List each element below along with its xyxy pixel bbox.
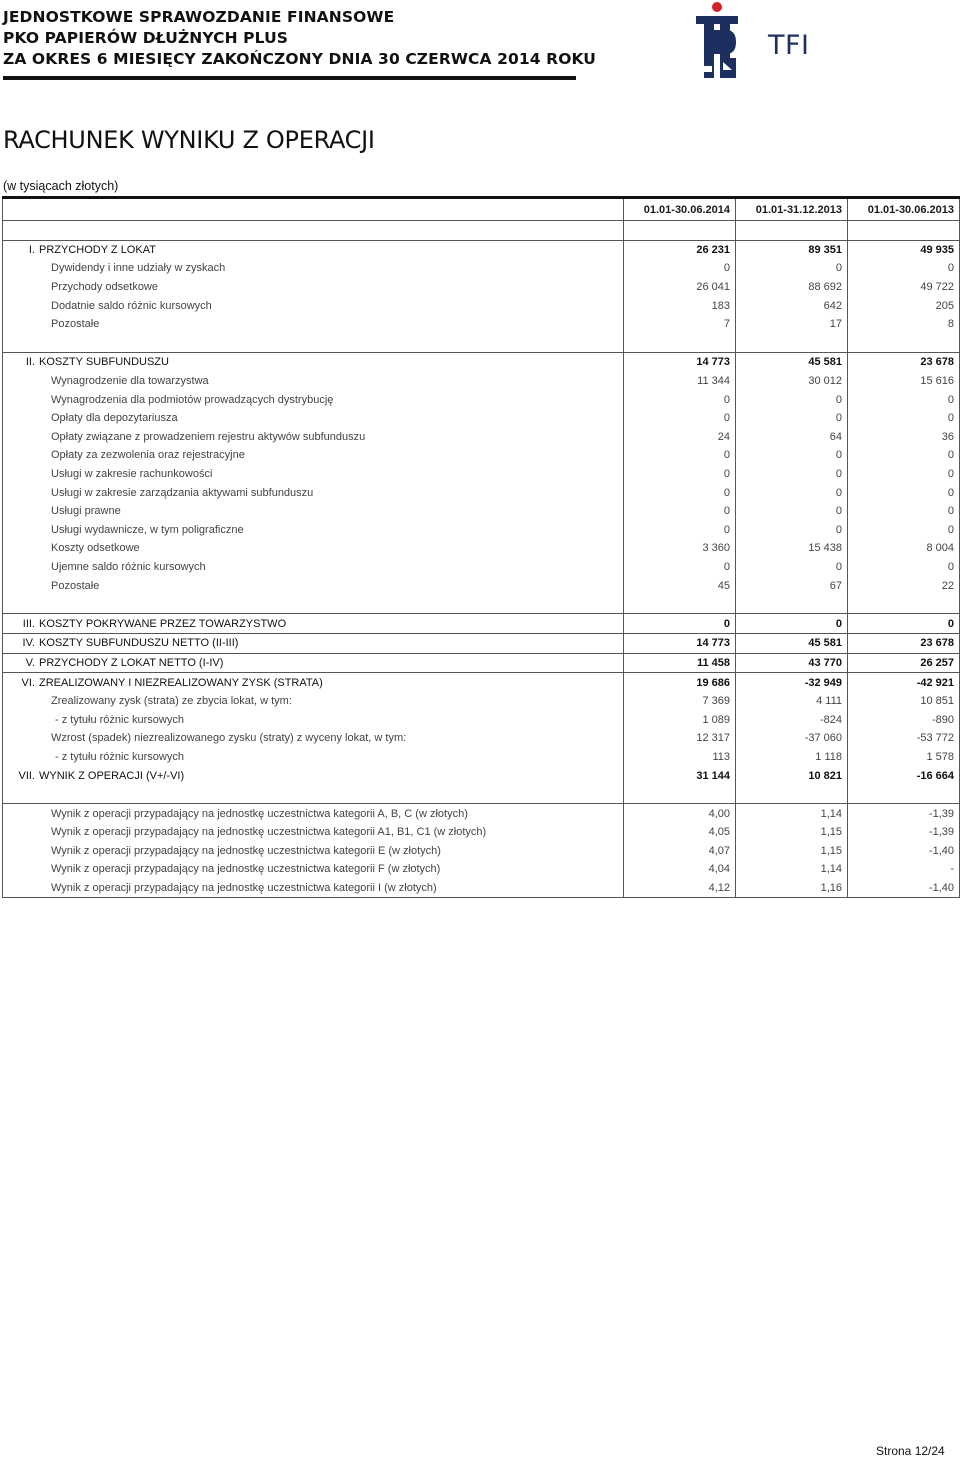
table-cell: 0 [624,409,736,428]
table-cell: 0 [848,483,960,502]
table-cell: 0 [848,465,960,484]
table-cell: -32 949 [736,673,848,692]
table-cell: 89 351 [736,240,848,259]
row-label: Pozostałe [3,315,624,334]
table-cell: 0 [848,259,960,278]
table-cell: -53 772 [848,729,960,748]
section-number: VI. [21,676,35,689]
table-cell: 45 581 [736,353,848,372]
table-cell: 1,16 [736,879,848,898]
row-label: - z tytułu różnic kursowych [3,748,624,767]
income-statement-table [2,196,960,898]
table-cell: 1 118 [736,748,848,767]
row-label: Pozostałe [3,576,624,595]
table-cell: 14 773 [624,353,736,372]
table-row [3,823,960,842]
table-row [3,446,960,465]
section-label: ZREALIZOWANY I NIEZREALIZOWANY ZYSK (STRATA) [39,676,323,689]
table-row [3,465,960,484]
table-cell: 17 [736,315,848,334]
table-cell: 15 438 [736,539,848,558]
table-row [3,483,960,502]
table-cell: -37 060 [736,729,848,748]
section-label: KOSZTY POKRYWANE PRZEZ TOWARZYSTWO [39,617,287,630]
table-row [3,502,960,521]
table-row [3,390,960,409]
row-label: Dodatnie saldo różnic kursowych [3,296,624,315]
table-cell: 0 [624,502,736,521]
table-row [3,860,960,879]
row-label: Dywidendy i inne udziały w zyskach [3,259,624,278]
table-row [3,296,960,315]
table-cell: 0 [624,446,736,465]
report-header [3,7,596,70]
table-cell: 4,00 [624,804,736,823]
table-cell: 0 [624,483,736,502]
table-cell: 0 [736,259,848,278]
row-label: Wynagrodzenia dla podmiotów prowadzących dystrybucję [3,390,624,409]
section-label: KOSZTY SUBFUNDUSZU [39,356,169,369]
section-row-iv [3,634,960,654]
section-row-iii [3,614,960,634]
row-label: Wynik z operacji przypadający na jednostkę uczestnictwa kategorii A1, B1, C1 (w złotych) [3,823,624,842]
table-cell: 23 678 [848,353,960,372]
table-cell: -1,39 [848,804,960,823]
table-row [3,748,960,767]
spacer-row [3,221,960,241]
section-label: PRZYCHODY Z LOKAT [39,243,156,256]
table-cell: 64 [736,428,848,447]
table-cell: 4,05 [624,823,736,842]
section-label: PRZYCHODY Z LOKAT NETTO (I-IV) [39,656,224,669]
table-cell: 0 [736,558,848,577]
section-number: II. [25,356,35,369]
table-cell: 0 [736,614,848,634]
table-cell: 10 851 [848,692,960,711]
table-row [3,428,960,447]
table-cell: 15 616 [848,372,960,391]
tfi-logo-text: TFI [768,30,810,61]
table-cell: 0 [624,259,736,278]
table-row [3,409,960,428]
table-cell: 49 722 [848,278,960,297]
table-cell: -42 921 [848,673,960,692]
table-cell: 49 935 [848,240,960,259]
table-cell: 11 458 [624,653,736,673]
table-cell: -1,39 [848,823,960,842]
table-cell: 7 [624,315,736,334]
table-cell: 4,12 [624,879,736,898]
table-cell: -824 [736,710,848,729]
section-number: V. [25,656,35,669]
row-label: Wynik z operacji przypadający na jednostkę uczestnictwa kategorii F (w złotych) [3,860,624,879]
row-label: Usługi wydawnicze, w tym poligraficzne [3,521,624,540]
table-cell: 0 [848,521,960,540]
table-row [3,278,960,297]
page-title: RACHUNEK WYNIKU Z OPERACJI [3,126,375,154]
row-label: Opłaty za zezwolenia oraz rejestracyjne [3,446,624,465]
page-number: Strona 12/24 [876,1444,945,1458]
table-cell: - [848,860,960,879]
report-title-line-2: PKO PAPIERÓW DŁUŻNYCH PLUS [3,29,289,47]
table-row [3,372,960,391]
table-row [3,315,960,334]
table-cell: 0 [848,446,960,465]
table-row [3,729,960,748]
row-label: Koszty odsetkowe [3,539,624,558]
row-label: Wynik z operacji przypadający na jednostkę uczestnictwa kategorii I (w złotych) [3,879,624,898]
table-cell: 183 [624,296,736,315]
table-cell: 0 [736,465,848,484]
row-label: Wynik z operacji przypadający na jednostkę uczestnictwa kategorii A, B, C (w złotych) [3,804,624,823]
table-cell: 0 [736,409,848,428]
report-title-line-1: JEDNOSTKOWE SPRAWOZDANIE FINANSOWE [3,8,395,26]
table-cell: 4 111 [736,692,848,711]
table-cell: 8 [848,315,960,334]
table-cell: 0 [624,614,736,634]
table-cell: 30 012 [736,372,848,391]
row-label: Wzrost (spadek) niezrealizowanego zysku (straty) z wyceny lokat, w tym: [3,729,624,748]
table-row [3,576,960,595]
table-cell: 3 360 [624,539,736,558]
section-row-i [3,240,960,259]
table-row [3,842,960,861]
table-cell: 0 [736,483,848,502]
section-row-vi [3,673,960,692]
table-cell: 26 231 [624,240,736,259]
table-header-row [3,198,960,221]
header-empty-cell [3,198,624,221]
table-cell: 1 089 [624,710,736,729]
spacer-row [3,334,960,353]
row-label: Usługi w zakresie rachunkowości [3,465,624,484]
section-label: WYNIK Z OPERACJI (V+/-VI) [39,769,185,782]
table-cell: 0 [736,390,848,409]
table-cell: 43 770 [736,653,848,673]
section-label: KOSZTY SUBFUNDUSZU NETTO (II-III) [39,637,239,650]
row-label: Usługi prawne [3,502,624,521]
table-cell: 0 [624,521,736,540]
table-cell: 24 [624,428,736,447]
table-row [3,710,960,729]
table-cell: 0 [848,614,960,634]
section-number: IV. [22,637,35,650]
table-cell: -1,40 [848,842,960,861]
table-cell: 1,15 [736,823,848,842]
table-cell: 0 [848,502,960,521]
spacer-row [3,595,960,614]
row-label: Zrealizowany zysk (strata) ze zbycia lokat, w tym: [3,692,624,711]
table-cell: -1,40 [848,879,960,898]
table-row [3,521,960,540]
report-title-line-3: ZA OKRES 6 MIESIĘCY ZAKOŃCZONY DNIA 30 CZERWCA 2014 ROKU [3,50,596,68]
table-cell: 0 [848,390,960,409]
table-cell: -890 [848,710,960,729]
row-label: Usługi w zakresie zarządzania aktywami subfunduszu [3,483,624,502]
table-cell: 11 344 [624,372,736,391]
table-cell: 88 692 [736,278,848,297]
spacer-row [3,785,960,804]
table-cell: 4,04 [624,860,736,879]
table-cell: 1 578 [848,748,960,767]
table-cell: 45 581 [736,634,848,654]
table-row [3,539,960,558]
table-cell: 1,14 [736,860,848,879]
table-cell: 67 [736,576,848,595]
table-cell: 12 317 [624,729,736,748]
table-cell: 8 004 [848,539,960,558]
table-cell: 45 [624,576,736,595]
section-row-v [3,653,960,673]
row-label: Wynagrodzenie dla towarzystwa [3,372,624,391]
row-label: Opłaty dla depozytariusza [3,409,624,428]
table-cell: 0 [624,558,736,577]
table-row [3,879,960,898]
table-cell: 1,14 [736,804,848,823]
table-cell: 4,07 [624,842,736,861]
row-label: Opłaty związane z prowadzeniem rejestru aktywów subfunduszu [3,428,624,447]
table-cell: -16 664 [848,766,960,785]
section-number: III. [22,617,35,630]
table-cell: 113 [624,748,736,767]
table-cell: 10 821 [736,766,848,785]
header-divider [3,76,576,80]
section-number: VII. [18,769,35,782]
table-row [3,558,960,577]
table-cell: 642 [736,296,848,315]
column-header-2014h1: 01.01-30.06.2014 [624,198,736,221]
row-label: Przychody odsetkowe [3,278,624,297]
table-cell: 0 [848,409,960,428]
table-row [3,259,960,278]
table-row [3,692,960,711]
table-cell: 1,15 [736,842,848,861]
table-cell: 36 [848,428,960,447]
table-cell: 7 369 [624,692,736,711]
table-cell: 26 257 [848,653,960,673]
section-row-ii [3,353,960,372]
table-cell: 0 [736,521,848,540]
row-label: Ujemne saldo różnic kursowych [3,558,624,577]
table-cell: 26 041 [624,278,736,297]
table-cell: 19 686 [624,673,736,692]
table-cell: 205 [848,296,960,315]
column-header-2013h1: 01.01-30.06.2013 [848,198,960,221]
section-number: I. [28,243,35,256]
table-cell: 0 [848,558,960,577]
table-row [3,804,960,823]
column-header-2013: 01.01-31.12.2013 [736,198,848,221]
table-cell: 0 [624,465,736,484]
section-row-vii [3,766,960,785]
row-label: - z tytułu różnic kursowych [3,710,624,729]
table-cell: 23 678 [848,634,960,654]
table-cell: 31 144 [624,766,736,785]
table-cell: 22 [848,576,960,595]
table-cell: 0 [736,446,848,465]
table-cell: 14 773 [624,634,736,654]
row-label: Wynik z operacji przypadający na jednostkę uczestnictwa kategorii E (w złotych) [3,842,624,861]
table-cell: 0 [624,390,736,409]
table-cell: 0 [736,502,848,521]
unit-note: (w tysiącach złotych) [3,179,119,193]
